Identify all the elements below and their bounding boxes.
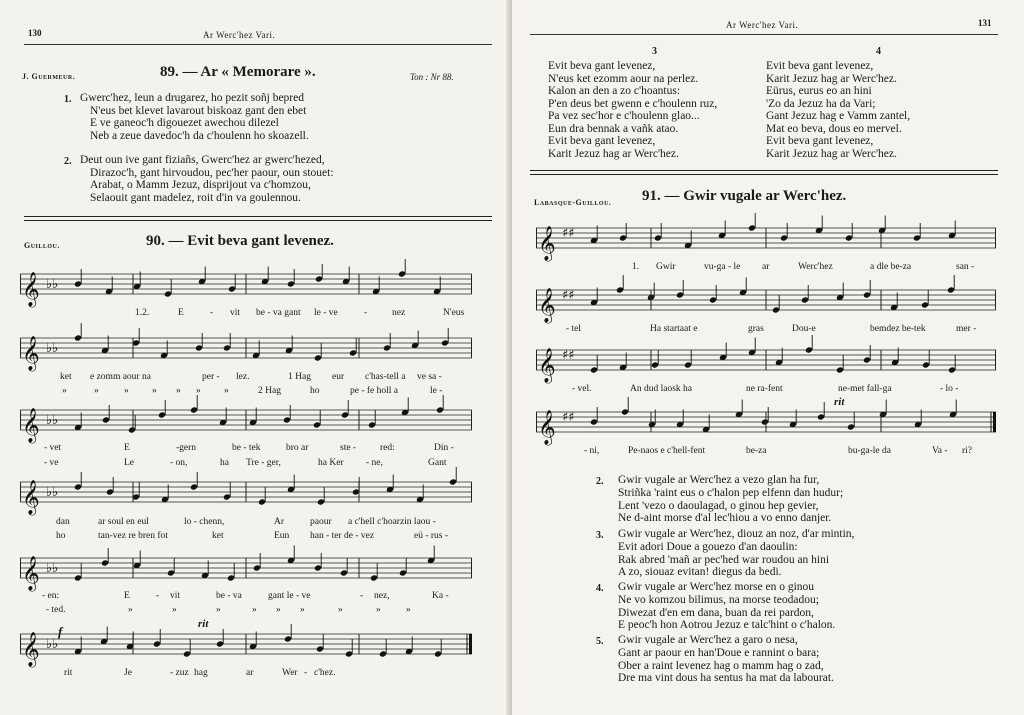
lyric-syllable: » [62,386,67,396]
lyric-syllable: Le [124,458,135,468]
lyric-syllable: ri? [962,446,973,456]
verse-line: Eürus, eurus eo an hini [766,85,872,97]
lyric-syllable: » [216,605,221,615]
lyric-syllable: paour [310,517,332,527]
lyric-syllable: han - ter de - vez [310,531,375,541]
lyric-syllable: Ar [274,517,285,527]
key-signature-sharp-icon: ♯♯ [562,288,575,303]
lyric-syllable: bro ar [286,443,309,453]
lyric-syllable: rit [64,668,73,678]
hymn89-verse1 [80,92,309,142]
lyric-syllable: 1 Hag [288,372,311,382]
treble-clef-icon: 𝄞 [22,556,40,591]
treble-clef-icon: 𝄞 [538,410,556,445]
lyric-syllable: gras [748,324,764,334]
verse-line: Striñka 'raint eus o c'halon pep elfenn dan hudur; [618,486,844,499]
hymn90-verse4 [766,60,910,160]
lyric-syllable: Werc'hez [798,262,833,272]
lyric-syllable: be - tek [232,443,261,453]
lyric-syllable: tan-vez re bren fot [98,531,168,541]
lyric-syllable: be-za [746,446,767,456]
lyric-syllable: Din - [434,443,454,453]
verse-line: Gwir vugale ar Werc'hez a garo o nesa, [618,634,798,646]
key-signature-flat-icon: ♭♭ [46,413,59,428]
lyric-syllable: ket [60,372,72,382]
hymn90-attribution: Guillou. [24,241,60,250]
treble-clef-icon: 𝄞 [22,480,40,515]
lyric-syllable: red: [380,443,395,453]
lyric-syllable: Gwir [656,262,676,272]
lyric-syllable: » [224,386,229,396]
lyric-syllable: nez, [374,591,390,601]
verse-line: Dre ma vint dous ha sentus ha mat da labourat. [618,672,834,685]
lyric-syllable: - ted. [46,605,66,615]
music-staff [20,332,472,371]
verse-line: Arabat, o Mamm Jezuz, disprijout va c'homzou, [90,179,311,191]
lyric-syllable: 1.2. [135,308,150,318]
verse-number: 1. [64,94,72,105]
key-signature-flat-icon: ♭♭ [46,341,59,356]
lyric-syllable: Va - [932,446,948,456]
treble-clef-icon: 𝄞 [22,632,40,667]
lyric-syllable: ho [56,531,66,541]
hymn91-verse2 [618,474,843,525]
lyric-syllable: - [364,308,368,318]
lyric-syllable: e zomm aour na [90,372,151,382]
music-staff [20,404,472,443]
treble-clef-icon: 𝄞 [22,408,40,443]
verse-line: Gwir vugale ar Werc'hez, diouz an noz, d'ar mintin, [618,528,855,540]
lyric-syllable: eü - rus - [414,531,449,541]
music-staff [536,284,996,323]
lyric-syllable: - en: [42,591,60,601]
lyric-syllable: vu-ga - le [704,262,741,272]
lyric-syllable: An dud laosk ha [630,384,693,394]
lyric-syllable: ar [246,668,254,678]
verse-line: Deut oun ive gant fiziañs, Gwerc'hez ar gwerc'hezed, [80,154,325,166]
hymn91-verse3 [618,528,854,579]
hymn91-attribution: Labasque-Guillou. [534,198,612,207]
running-head: Ar Werc'hez Vari. [203,30,276,40]
verse-line: Eun dra bennak a vañk atao. [548,122,679,135]
treble-clef-icon: 𝄞 [22,336,40,371]
lyric-syllable: - vet [44,443,62,453]
lyric-syllable: - zuz [170,668,189,678]
lyric-syllable: a c'hell c'hoarzin laou - [348,517,436,527]
music-staff [20,268,472,307]
lyric-syllable: pe - fe holl a [350,386,399,396]
lyric-syllable: - on, [170,458,188,468]
lyric-syllable: N'eus [443,308,465,318]
lyric-syllable: eur [332,372,345,382]
verse-line: Dirazoc'h, gant hirvoudou, pec'her paour, oun stouet: [90,166,334,179]
key-signature-flat-icon: ♭♭ [46,637,59,652]
verse-number: 4 [876,46,881,57]
lyric-syllable: ar [762,262,770,272]
lyric-syllable: » [152,386,157,396]
lyric-syllable: - ne, [366,458,383,468]
lyric-syllable: le - [430,386,443,396]
verse-line: Karit Jezuz hag ar Werc'hez. [766,147,897,160]
lyric-syllable: vit [230,308,241,318]
lyric-syllable: » [300,605,305,615]
music-staff [536,344,996,383]
verse-line: Kalon an den a zo c'hoantus: [548,85,681,97]
lyric-syllable: » [338,605,343,615]
treble-clef-icon: 𝄞 [538,348,556,383]
verse-number: 5. [596,636,604,647]
page-number: 130 [28,28,42,38]
lyric-syllable: - vel. [572,384,592,394]
lyric-syllable: » [172,605,177,615]
hymn90-title: 90. — Evit beva gant levenez. [146,233,334,249]
lyric-syllable: Gant [428,458,447,468]
lyric-syllable: » [176,386,181,396]
verse-line: Gant Jezuz hag e Vamm zantel, [766,110,911,122]
lyric-syllable: ha [220,458,229,468]
music-staff [20,476,472,515]
header-rule [24,44,492,45]
hymn89-title: 89. — Ar « Memorare ». [160,64,316,80]
music-staff [20,552,472,591]
left-page [0,0,510,715]
lyric-syllable: Dou-e [792,324,816,334]
lyric-syllable: Tre - ger, [246,458,281,468]
verse-line: N'eus ket ezomm aour na perlez. [548,72,699,85]
lyric-syllable: » [124,386,129,396]
verse-line: Mat eo beva, dous eo mervel. [766,122,902,135]
lyric-syllable: bemdez be-tek [870,324,926,334]
verse-line: Karit Jezuz hag ar Werc'hez. [766,72,897,85]
music-staff [536,222,996,261]
verse-line: Gwir vugale ar Werc'hez morse en o ginou [618,581,815,593]
verse-number: 4. [596,583,604,594]
lyric-syllable: Je [124,668,132,678]
lyric-syllable: be - va gant [256,308,301,318]
verse-number: 2. [596,476,604,487]
verse-line: Evit beva gant levenez, [548,60,656,72]
ritardando-mark: rit [834,396,845,408]
verse-line: E ve ganeoc'h digouezet awechou dilezel [90,117,279,129]
lyric-syllable: - ve [44,458,59,468]
lyric-syllable: mer - [956,324,977,334]
lyric-syllable: ar soul en eul [98,517,149,527]
lyric-syllable: ste - [340,443,357,453]
lyric-syllable: a dle be-za [870,262,912,272]
lyric-syllable: -gern [176,443,197,453]
lyric-syllable: Eun [274,531,290,541]
lyric-syllable: - ni, [584,446,600,456]
lyric-syllable: » [406,605,411,615]
lyric-syllable: vit [170,591,181,601]
right-page [512,0,1024,715]
lyric-syllable: c'has-tell a [365,372,406,382]
lyric-syllable: 1. [632,262,640,272]
lyric-syllable: ne-met fall-ga [838,384,892,394]
verse-line: Gwerc'hez, leun a drugarez, ho pezit soñj bepred [80,92,304,104]
lyric-syllable: - [360,591,364,601]
lyric-syllable: - lo - [940,384,959,394]
running-head: Ar Werc'hez Vari. [726,20,799,30]
verse-line: Evit beva gant levenez, [548,135,656,147]
section-divider [530,170,998,175]
verse-line: A zo, siouaz evitan! diegus da bedi. [618,566,782,579]
key-signature-flat-icon: ♭♭ [46,561,59,576]
hymn89-attribution: J. Guermeur. [22,72,76,81]
lyric-syllable: » [276,605,281,615]
ritardando-mark: rit [198,618,209,630]
key-signature-sharp-icon: ♯♯ [562,226,575,241]
verse-line: Pa vez sec'hor e c'houlenn glao... [548,110,700,122]
verse-line: P'en deus bet gwenn e c'houlenn ruz, [548,97,718,110]
lyric-syllable: - [304,668,308,678]
lyric-syllable: - tel [566,324,582,334]
lyric-syllable: lo - chenn, [184,517,225,527]
lyric-syllable: ve sa - [417,372,442,382]
hymn91-title: 91. — Gwir vugale ar Werc'hez. [642,188,847,204]
lyric-syllable: » [252,605,257,615]
section-divider [24,216,492,221]
lyric-syllable: » [94,386,99,396]
lyric-syllable: Ka - [432,591,449,601]
lyric-syllable: - [156,591,160,601]
verse-number: 3. [596,530,604,541]
music-staff [536,406,996,445]
hymn91-verse5 [618,634,834,685]
verse-line: Evit beva gant levenez, [766,60,874,72]
lyric-syllable: lez. [236,372,250,382]
key-signature-sharp-icon: ♯♯ [562,348,575,363]
verse-line: N'eus bet klevet lavarout biskoaz gant den ebet [90,104,307,117]
key-signature-flat-icon: ♭♭ [46,485,59,500]
lyric-syllable: ha Ker [318,458,344,468]
lyric-syllable: » [376,605,381,615]
lyric-syllable: ho [310,386,320,396]
verse-line: Gant ar paour en han'Doue e rannint o bara; [618,646,820,659]
lyric-syllable: ket [212,531,224,541]
verse-line: Lent 'vezo o daoulagad, o ginou hep gevier, [618,499,819,512]
lyric-syllable: hag [194,668,208,678]
hymn89-verse2 [80,154,334,204]
verse-line: Gwir vugale ar Werc'hez a vezo glan ha fur, [618,474,820,486]
key-signature-sharp-icon: ♯♯ [562,410,575,425]
verse-number: 3 [652,46,657,57]
lyric-syllable: E [178,308,184,318]
lyric-syllable: » [196,386,201,396]
treble-clef-icon: 𝄞 [538,226,556,261]
lyric-syllable: Wer [282,668,298,678]
lyric-syllable: per - [202,372,220,382]
lyric-syllable: dan [56,517,70,527]
lyric-syllable: E [124,443,130,453]
verse-line: E peoc'h hon Aotrou Jezuz e talc'hint o c'halon. [618,619,836,632]
page-number: 131 [978,18,992,28]
verse-line: Evit beva gant levenez, [766,135,874,147]
lyric-syllable: ne ra-fent [746,384,783,394]
verse-line: Diwezat d'en em dana, buan da rei pardon, [618,606,814,619]
treble-clef-icon: 𝄞 [22,272,40,307]
hymn91-verse4 [618,581,835,632]
lyric-syllable: c'hez. [314,668,336,678]
hymn90-verse3 [548,60,717,160]
key-signature-flat-icon: ♭♭ [46,277,59,292]
verse-line: Evit adori Doue a gouezo d'an daoulin: [618,540,798,553]
verse-line: Ne d-aint morse d'al lec'hiou a vo enno danjer. [618,512,832,525]
header-rule [530,34,998,35]
verse-line: Ober a raint levenez hag o mamm hag o zad, [618,659,824,672]
lyric-syllable: - [210,308,214,318]
lyric-syllable: Pe-naos e c'hell-fent [628,446,706,456]
lyric-syllable: E [124,591,130,601]
music-staff [20,628,472,667]
lyric-syllable: 2 Hag [258,386,281,396]
verse-number: 2. [64,156,72,167]
verse-line: Selaouit gant madelez, roit d'in va goulennou. [90,191,301,204]
verse-line: Ne vo komzou bilimus, na morse teodadou; [618,593,819,606]
verse-line: Neb a zeue davedoc'h da c'houlenn ho skoazell. [90,129,309,142]
dynamic-mark: f [58,624,63,639]
hymn89-tune-ref: Ton : Nr 88. [410,72,454,82]
verse-line: Karit Jezuz hag ar Werc'hez. [548,147,679,160]
lyric-syllable: nez [392,308,406,318]
lyric-syllable: » [128,605,133,615]
lyric-syllable: be - va [216,591,242,601]
verse-line: Rak abred 'mañ ar pec'hed war roudou an hini [618,553,830,566]
treble-clef-icon: 𝄞 [538,288,556,323]
lyric-syllable: bu-ga-le da [848,446,891,456]
lyric-syllable: Ha startaat e [650,324,698,334]
lyric-syllable: le - ve [314,308,338,318]
lyric-syllable: san - [956,262,975,272]
verse-line: 'Zo da Jezuz ha da Vari; [766,97,876,110]
lyric-syllable: gant le - ve [268,591,311,601]
